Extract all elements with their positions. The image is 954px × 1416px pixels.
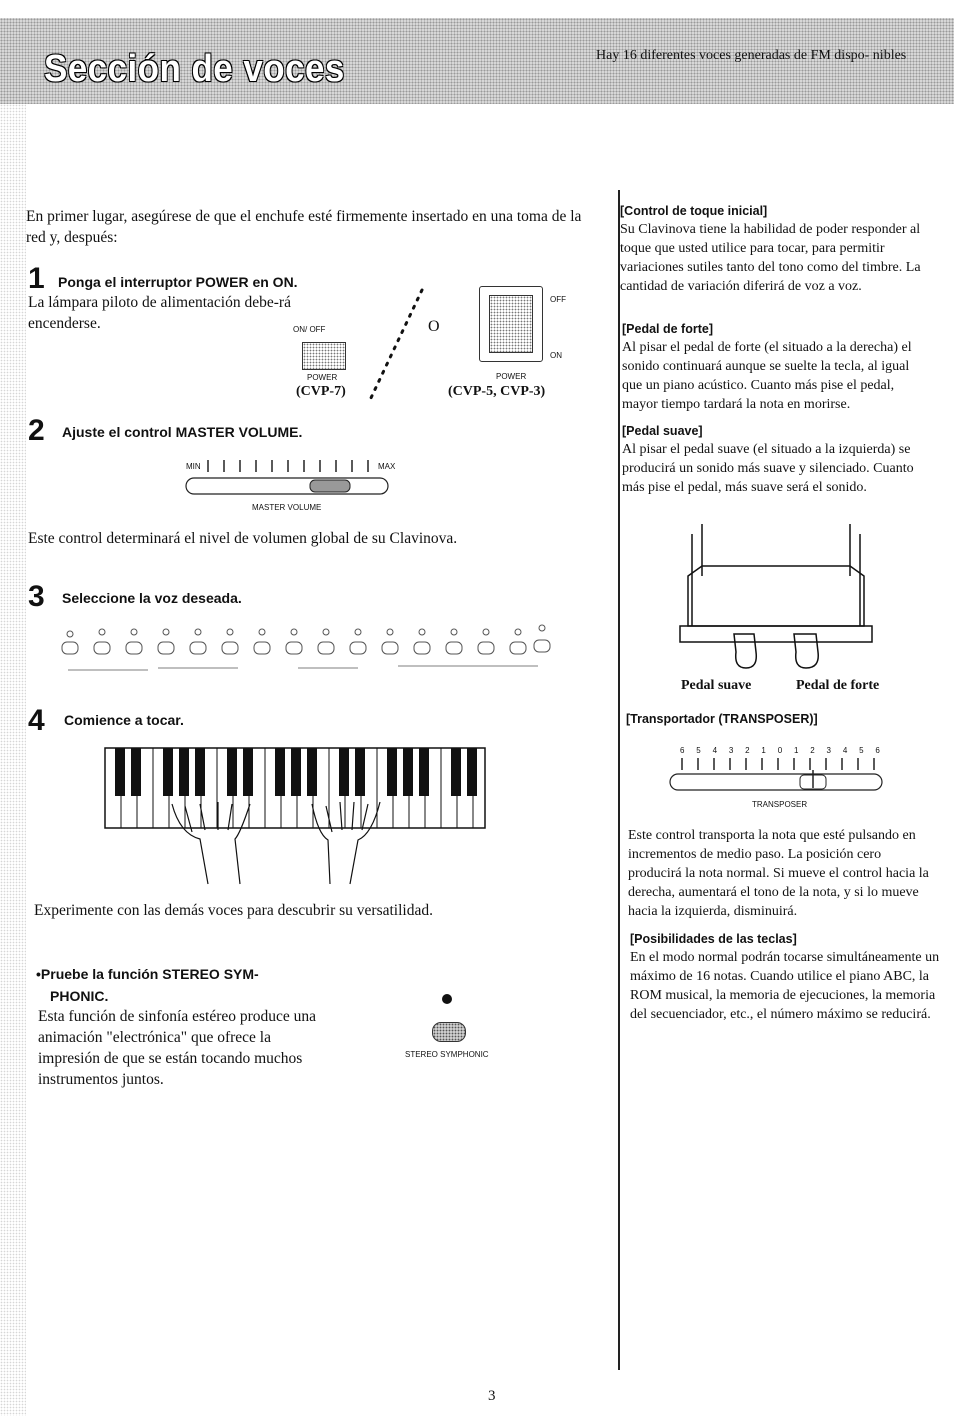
- column-divider: [618, 190, 620, 1370]
- soft-title: [Pedal suave]: [622, 424, 703, 438]
- scan-edge: [0, 104, 26, 1416]
- transposer-tick-label: 5: [859, 746, 864, 755]
- stereo-title-2: PHONIC.: [50, 988, 109, 1004]
- step4-number: 4: [28, 704, 45, 737]
- touch-text: Su Clavinova tiene la habilidad de poder responder al toque que usted utilice para tocar, para permitir variaciones sutiles tanto del tono como del timbre. La cantidad de variación diferirá de voz a voz.: [620, 222, 921, 294]
- step3-number: 3: [28, 580, 45, 613]
- model-b: (CVP-5, CVP-3): [448, 384, 546, 399]
- off-label: OFF: [550, 295, 566, 304]
- pedal-forte-label: Pedal de forte: [796, 678, 880, 693]
- transposer-tick-label: 6: [875, 746, 880, 755]
- transposer-tick-label: 1: [761, 746, 766, 755]
- transposer-scale: [680, 746, 880, 755]
- soft-text: Al pisar el pedal suave (el situado a la izquierda) se producirá un sonido más suave y silenciado. Cuanto más pise el pedal, más suave será el sonido.: [622, 442, 914, 495]
- transposer-slider: [666, 756, 892, 796]
- transposer-tick-label: 2: [810, 746, 815, 755]
- keyboard-hands-illustration: [100, 744, 492, 888]
- volume-max: MAX: [378, 462, 396, 471]
- stereo-symphonic-button: [432, 1022, 466, 1042]
- transposer-text: Este control transporta la nota que esté pulsando en incrementos de medio paso. La posición cero producirá la nota normal. Si mueve el control hacia la derecha, aumentará el tono de la nota, y si lo mueve hacia la izquierda, disminuirá.: [628, 828, 929, 919]
- or-label: O: [428, 318, 440, 335]
- volume-min: MIN: [186, 462, 201, 471]
- transposer-tick-label: 3: [728, 746, 734, 755]
- voice-buttons-panel: [58, 620, 558, 680]
- stereo-button-label: STEREO SYMPHONIC: [405, 1050, 489, 1059]
- step1-title: Ponga el interruptor POWER en ON.: [58, 274, 298, 290]
- forte-text: Al pisar el pedal de forte (el situado a la derecha) el sonido continuará aunque se suelte la tecla, al igual que un piano acústico. Cuanto más pise el pedal, mayor tiempo tardará la nota en morirse.: [622, 340, 912, 412]
- stereo-indicator: [442, 994, 452, 1004]
- poly-title: [Posibilidades de las teclas]: [630, 932, 797, 946]
- stereo-title-1: •Pruebe la función STEREO SYM-: [36, 966, 259, 982]
- transposer-tick-label: 6: [680, 746, 685, 755]
- intro-text: En primer lugar, asegúrese de que el enchufe esté firmemente insertado en una toma de la red y, después:: [26, 208, 582, 246]
- step1-number: 1: [28, 262, 45, 295]
- master-volume-label: MASTER VOLUME: [252, 503, 322, 512]
- power-label-b: POWER: [496, 372, 527, 381]
- master-volume-slider: [180, 456, 395, 498]
- transposer-tick-label: 3: [826, 746, 831, 755]
- pedals-illustration: [650, 516, 910, 678]
- transposer-tick-label: 1: [793, 746, 799, 755]
- step2-title: Ajuste el control MASTER VOLUME.: [62, 424, 303, 440]
- step1-text: La lámpara piloto de alimentación debe-rá encenderse.: [28, 294, 291, 332]
- stereo-text: Esta función de sinfonía estéreo produce una animación "electrónica" que ofrece la impresión de que se están tocando muchos instrumentos juntos.: [38, 1008, 317, 1088]
- power-switch-cvp7: [302, 342, 346, 370]
- transposer-tick-label: 0: [777, 746, 783, 755]
- on-label: ON: [550, 351, 562, 360]
- model-a: (CVP-7): [296, 384, 346, 399]
- power-label-a: POWER: [307, 373, 338, 382]
- page-number: 3: [488, 1388, 496, 1404]
- step4-text: Experimente con las demás voces para descubrir su versatilidad.: [34, 902, 433, 919]
- forte-title: [Pedal de forte]: [622, 322, 713, 336]
- transposer-tick-label: 4: [712, 746, 718, 755]
- transposer-label: TRANSPOSER: [752, 800, 808, 809]
- transposer-tick-label: 4: [842, 746, 848, 755]
- transposer-title: [Transportador (TRANSPOSER)]: [626, 712, 818, 726]
- page-title: Sección de voces: [44, 48, 345, 90]
- transposer-tick-label: 5: [696, 746, 701, 755]
- dotted-separator: [360, 285, 430, 405]
- touch-title: [Control de toque inicial]: [620, 204, 768, 218]
- header-subtitle: Hay 16 diferentes voces generadas de FM dispo- nibles: [596, 48, 907, 63]
- transposer-tick-label: 2: [745, 746, 750, 755]
- switch-label: ON/ OFF: [293, 325, 326, 334]
- step2-text: Este control determinará el nivel de volumen global de su Clavinova.: [28, 530, 458, 547]
- poly-text: En el modo normal podrán tocarse simultáneamente un máximo de 16 notas. Cuando utilice el piano ABC, la ROM musical, la memoria de ejecuciones, la memoria del secuenciador, etc., el número máximo se reducirá.: [630, 950, 940, 1022]
- step2-number: 2: [28, 414, 45, 447]
- step3-title: Seleccione la voz deseada.: [62, 590, 242, 606]
- step4-title: Comience a tocar.: [64, 712, 184, 728]
- pedal-soft-label: Pedal suave: [681, 678, 752, 693]
- power-switch-cvp5: [479, 286, 543, 362]
